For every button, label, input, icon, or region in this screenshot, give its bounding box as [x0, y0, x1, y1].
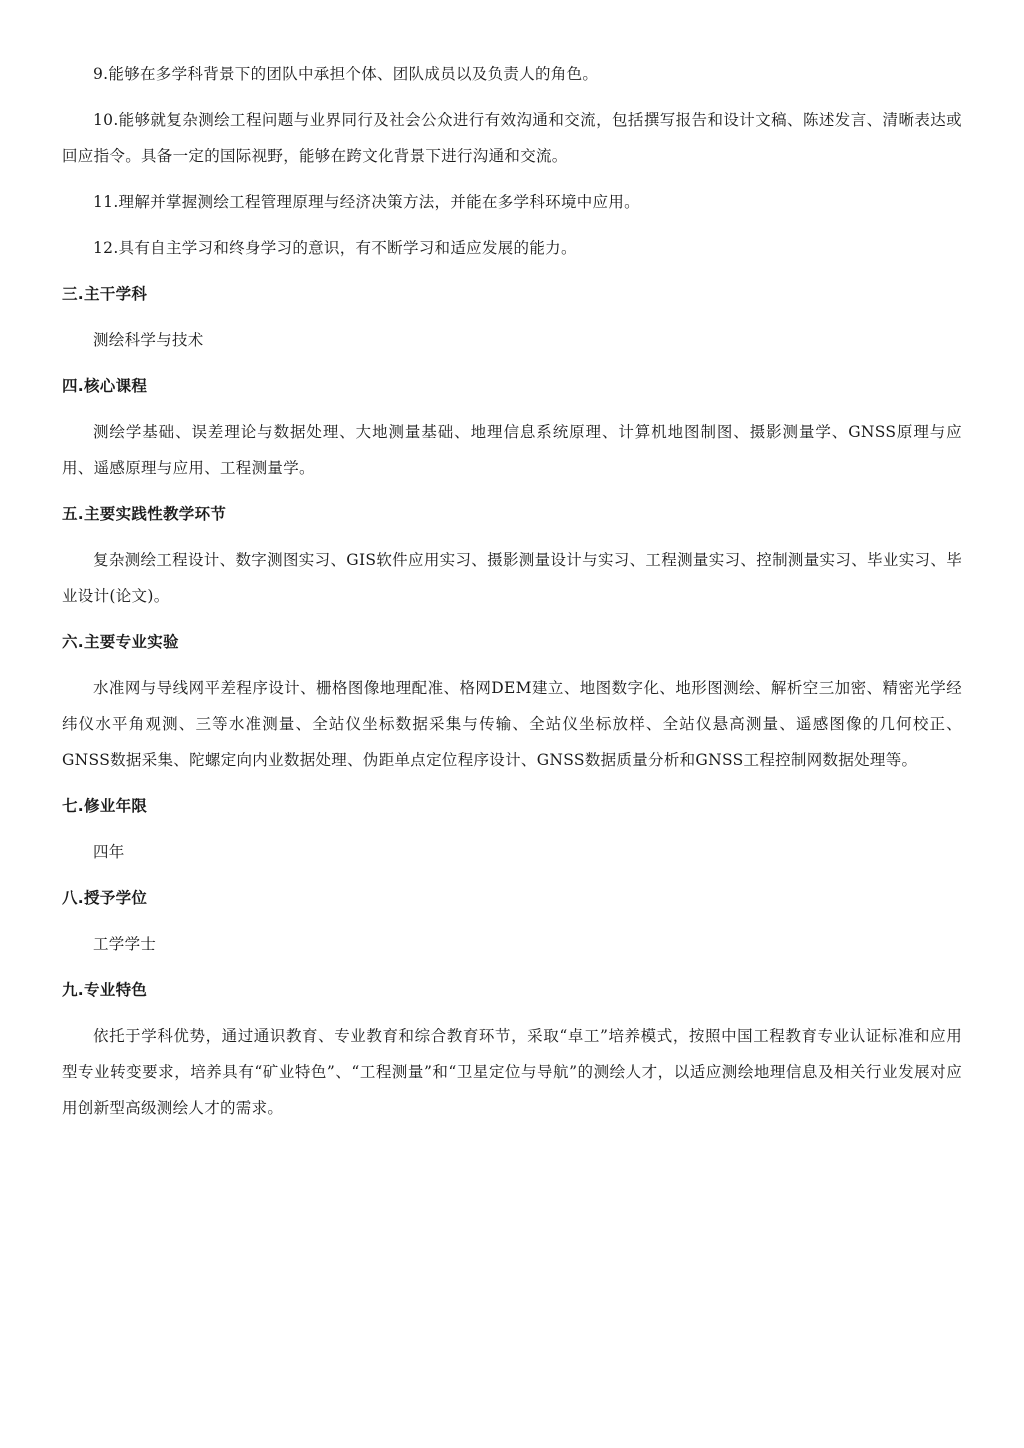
section-heading-program-features: 九.专业特色: [62, 981, 148, 999]
outcome-item-12: 12.具有自主学习和终身学习的意识，有不断学习和适应发展的能力。: [93, 239, 577, 257]
section-body-experiments: 水准网与导线网平差程序设计、栅格图像地理配准、格网DEM建立、地图数字化、地形图测绘、解析空三加密、精密光学经纬仪水平角观测、三等水准测量、全站仪坐标数据采集与传输、全站仪坐标放样、全站仪悬高测量、遥感图像的几何校正、GNSS数据采集、陀螺定向内业数据处理、伪距单点定位程序设计、GNSS数据质量分析和GNSS工程控制网数据处理等。: [62, 679, 962, 769]
section-heading-study-duration: 七.修业年限: [62, 797, 148, 815]
section-body-practical-teaching: 复杂测绘工程设计、数字测图实习、GIS软件应用实习、摄影测量设计与实习、工程测量实习、控制测量实习、毕业实习、毕业设计(论文)。: [62, 551, 962, 605]
section-body-degree: 工学学士: [93, 935, 157, 953]
section-heading-core-courses: 四.核心课程: [62, 377, 148, 395]
section-heading-main-discipline: 三.主干学科: [62, 285, 148, 303]
document-page: [62, 56, 962, 1136]
section-body-main-discipline: 测绘科学与技术: [93, 331, 204, 349]
outcome-item-9: 9.能够在多学科背景下的团队中承担个体、团队成员以及负责人的角色。: [93, 65, 599, 83]
section-body-study-duration: 四年: [93, 843, 125, 861]
section-heading-practical-teaching: 五.主要实践性教学环节: [62, 505, 227, 523]
section-body-program-features: 依托于学科优势，通过通识教育、专业教育和综合教育环节，采取“卓工”培养模式，按照中国工程教育专业认证标准和应用型专业转变要求，培养具有“矿业特色”、“工程测量”和“卫星定位与导航”的测绘人才，以适应测绘地理信息及相关行业发展对应用创新型高级测绘人才的需求。: [62, 1027, 962, 1117]
section-heading-degree: 八.授予学位: [62, 889, 148, 907]
section-heading-experiments: 六.主要专业实验: [62, 633, 179, 651]
outcome-item-10: 10.能够就复杂测绘工程问题与业界同行及社会公众进行有效沟通和交流，包括撰写报告和设计文稿、陈述发言、清晰表达或回应指令。具备一定的国际视野，能够在跨文化背景下进行沟通和交流。: [62, 111, 962, 165]
section-body-core-courses: 测绘学基础、误差理论与数据处理、大地测量基础、地理信息系统原理、计算机地图制图、摄影测量学、GNSS原理与应用、遥感原理与应用、工程测量学。: [62, 423, 962, 477]
outcome-item-11: 11.理解并掌握测绘工程管理原理与经济决策方法，并能在多学科环境中应用。: [93, 193, 640, 211]
